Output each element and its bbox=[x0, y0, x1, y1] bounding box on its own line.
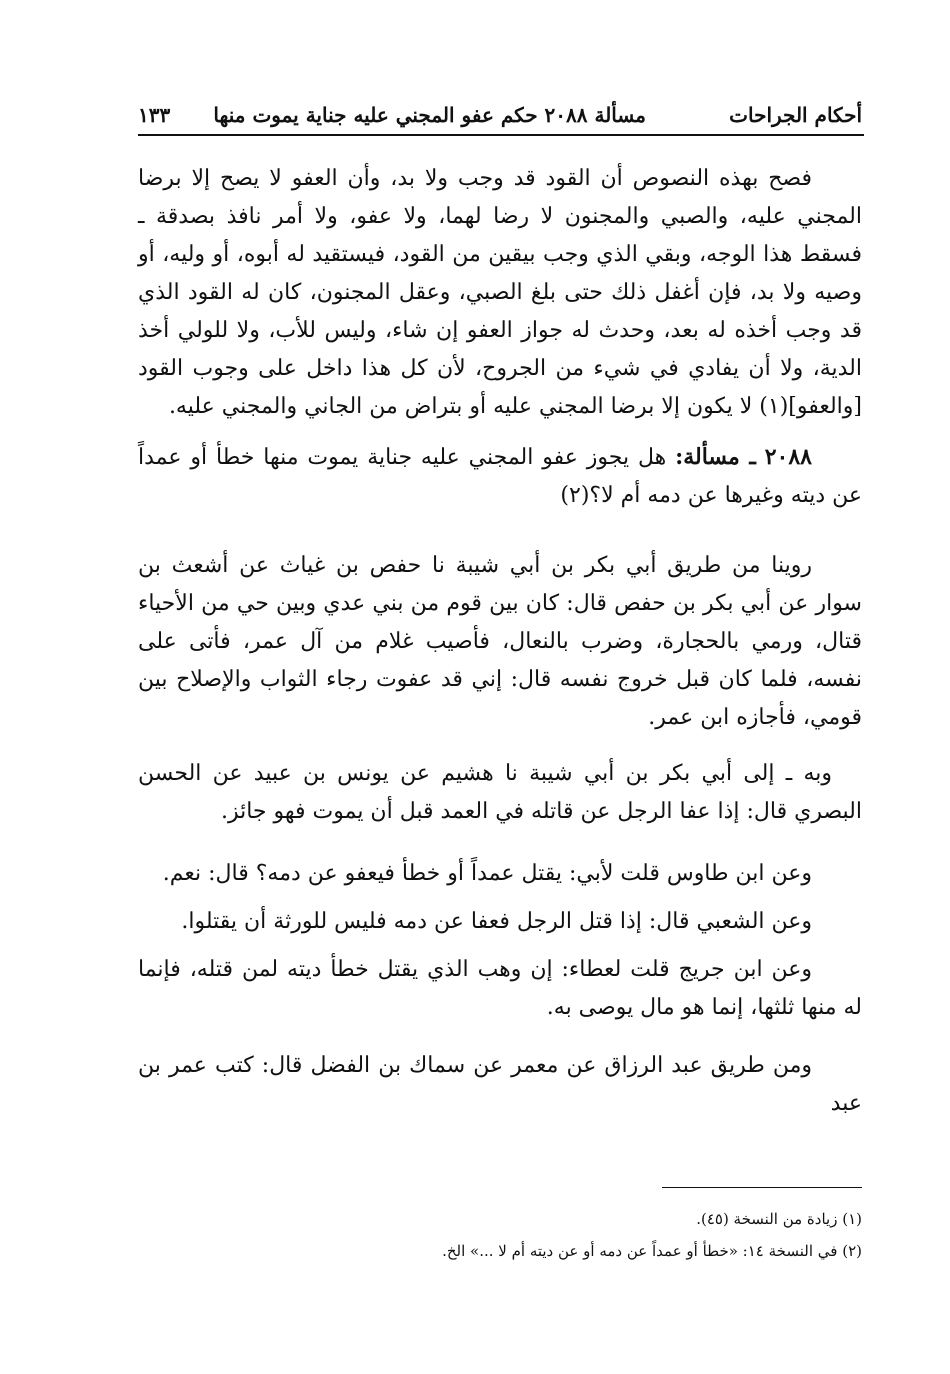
paragraph-issue bbox=[138, 438, 862, 515]
issue-heading: مسألة ٢٠٨٨ حكم عفو المجني عليه جناية يموت منها bbox=[213, 103, 646, 127]
page-number: ١٣٣ bbox=[138, 103, 171, 127]
header-rule bbox=[138, 134, 864, 136]
main-text bbox=[138, 160, 862, 1123]
running-header bbox=[138, 96, 862, 130]
footnote-2: (٢) في النسخة ١٤: «خطأ أو عمداً عن دمه أو عن ديته أم لا ...» الخ. bbox=[442, 1242, 862, 1260]
paragraph-shabi: وعن الشعبي قال: إذا قتل الرجل فعفا عن دمه فليس للورثة أن يقتلوا. bbox=[181, 909, 812, 934]
paragraph-hasan-basri: وبه ـ إلى أبي بكر بن أبي شيبة نا هشيم عن يونس بن عبيد عن الحسن البصري قال: إذا عفا الرجل عن قاتله في العمد قبل أن يموت فهو جائز. bbox=[138, 761, 862, 824]
footnote-rule bbox=[662, 1187, 862, 1188]
paragraph-abd-al-razzaq: ومن طريق عبد الرزاق عن معمر عن سماك بن الفضل قال: كتب عمر بن عبد bbox=[138, 1053, 862, 1116]
paragraph-ibn-abi-shayba: روينا من طريق أبي بكر بن أبي شيبة نا حفص بن غياث عن أشعث بن سوار عن أبي بكر بن حفص قال: كان بين قوم من بني عدي وبين حي من الأحياء قتال، ورمي بالحجارة، وضرب بالنعال، فأصيب غلام من آل عمر، فأتى على نفسه، فلما كان قبل خروج نفسه قال: إني قد عفوت رجاء الثواب والإصلاح بين قومي، فأجازه ابن عمر. bbox=[138, 553, 862, 730]
paragraph-ibn-tawus: وعن ابن طاوس قلت لأبي: يقتل عمداً أو خطأ فيعفو عن دمه؟ قال: نعم. bbox=[162, 861, 812, 886]
footnotes bbox=[138, 1206, 862, 1270]
book-title: أحكام الجراحات bbox=[729, 103, 862, 127]
paragraph-conclusion: فصح بهذه النصوص أن القود قد وجب ولا بد، وأن العفو لا يصح إلا برضا المجني عليه، والصبي والمجنون لا رضا لهما، ولا عفو، ولا أمر نافذ بصدقة ـ فسقط هذا الوجه، وبقي الذي وجب بيقين من القود، فيستقيد له أبوه، أو وليه، أو وصيه ولا بد، فإن أغفل ذلك حتى بلغ الصبي، وعقل المجنون، كان له القود الذي قد وجب أخذه له بعد، وحدث له جواز العفو إن شاء، وليس للأب، ولا للولي أخذ الدية، ولا أن يفادي في شيء من الجروح، لأن كل هذا داخل على وجوب القود [والعفو](١) لا يكون إلا برضا المجني عليه أو بتراض من الجاني والمجني عليه. bbox=[138, 166, 862, 419]
issue-label: ـ مسألة: bbox=[675, 444, 756, 470]
issue-question: هل يجوز عفو المجني عليه جناية يموت منها خطأ أو عمداً عن ديته وغيرها عن دمه أم لا؟(٢) bbox=[138, 445, 862, 508]
paragraph-ibn-jurayj: وعن ابن جريج قلت لعطاء: إن وهب الذي يقتل خطأ ديته لمن قتله، فإنما له منها ثلثها، إنما هو مال يوصى به. bbox=[138, 957, 862, 1020]
issue-number: ٢٠٨٨ bbox=[764, 444, 812, 470]
footnote-1: (١) زيادة من النسخة (٤٥). bbox=[696, 1210, 862, 1228]
